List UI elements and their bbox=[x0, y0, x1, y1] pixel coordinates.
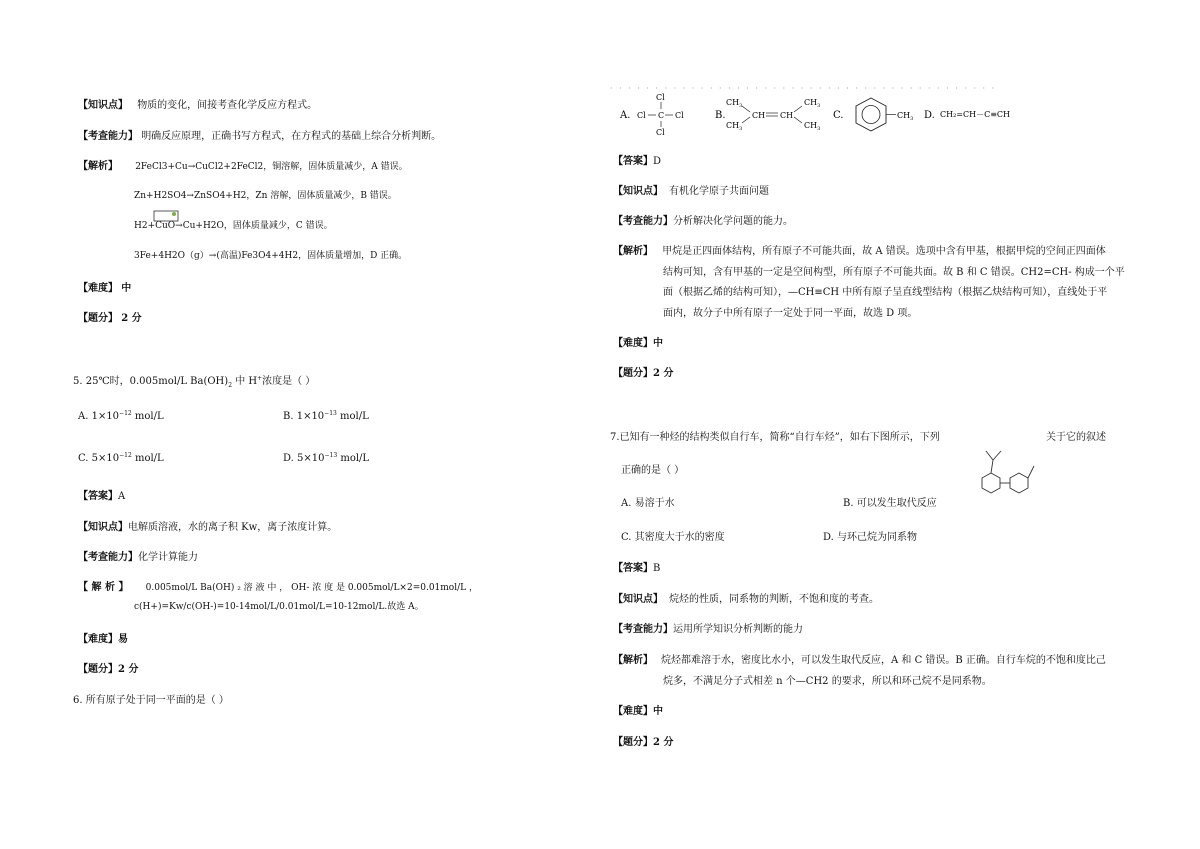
q5-option-d bbox=[283, 453, 369, 464]
q4-difficulty-label: 【难度】 bbox=[78, 283, 118, 294]
q6-analysis-line-3: 面（根据乙烯的结构可知），—CH≡CH 中所有原子呈直线型结构（根据乙炔结构可知），直线处于平 bbox=[663, 287, 1108, 298]
methyl-bond bbox=[1028, 466, 1034, 478]
q5-ability-label: 【考查能力】 bbox=[78, 552, 138, 563]
q6-score-value: 2 分 bbox=[653, 368, 674, 379]
isopropyl-branch-right bbox=[993, 451, 1001, 460]
q7-option-c: C. 其密度大于水的密度 bbox=[621, 532, 725, 543]
q7-score-value: 2 分 bbox=[653, 737, 674, 748]
ccl4-cl-right: Cl bbox=[675, 111, 684, 120]
q7-option-b: B. 可以发生取代反应 bbox=[843, 498, 937, 509]
q4-score-label: 【题分】 bbox=[78, 313, 118, 324]
q4-analysis-line-4: 3Fe+4H2O（g）→(高温)Fe3O4+4H2，固体质量增加，D 正确。 bbox=[134, 251, 408, 261]
q6-analysis-line-4: 面内，故分子中所有原子一定处于同一平面，故选 D 项。 bbox=[663, 308, 918, 319]
q4-knowledge-text: 物质的变化，间接考查化学反应方程式。 bbox=[137, 100, 318, 111]
q7-difficulty-line bbox=[613, 702, 663, 717]
ccl4-cl-left: Cl bbox=[637, 111, 646, 120]
b-ch-right: CH bbox=[780, 111, 794, 120]
q5-option-c-exp: −12 bbox=[119, 452, 132, 459]
b-ch3-top-left: $CH_3$ bbox=[726, 98, 743, 109]
vinylacetylene-formula: CH₂=CH－C≡CH bbox=[940, 110, 1011, 119]
left-cyclohexane-ring bbox=[982, 473, 1000, 493]
q7-knowledge-label: 【知识点】 bbox=[613, 594, 663, 605]
q6-ability-line bbox=[613, 212, 793, 227]
q5-question-mid: 中 H bbox=[232, 376, 258, 387]
q7-question-line-2: 正确的是（ ） bbox=[621, 465, 685, 476]
q5-option-b bbox=[283, 411, 369, 422]
q4-ability-text: 明确反应原理，正确书写方程式，在方程式的基础上综合分析判断。 bbox=[141, 131, 442, 142]
q7-answer-line bbox=[613, 559, 660, 574]
q7-knowledge-text: 烷烃的性质，同系物的判断，不饱和度的考查。 bbox=[669, 594, 879, 605]
isopropyl-stem bbox=[991, 460, 993, 473]
q6-knowledge-line bbox=[613, 182, 769, 197]
q5-option-b-exp: −13 bbox=[324, 410, 337, 417]
q5-question-suffix: 浓度是（ ） bbox=[262, 376, 316, 387]
q6-score-line bbox=[613, 364, 673, 379]
q5-option-c-base: C. 5×10 bbox=[78, 453, 120, 464]
reaction-arrow-box bbox=[153, 210, 181, 224]
q5-analysis-line-1: 0.005mol/L Ba(OH) ₂ 溶 液 中 ， OH- 浓 度 是 0.005mol/L×2=0.01mol/L ， bbox=[145, 583, 478, 593]
q7-question-line-1: 7.已知有一种烃的结构类似自行车，简称“自行车烃”，如右下图所示，下列 bbox=[610, 432, 940, 443]
q6-answer-label: 【答案】 bbox=[613, 156, 653, 167]
q6-score-label: 【题分】 bbox=[613, 368, 653, 379]
q6-ability-text: 分析解决化学问题的能力。 bbox=[673, 216, 793, 227]
q7-ability-line bbox=[613, 620, 803, 635]
isopropyl-branch-left bbox=[986, 451, 993, 460]
q6-analysis-label: 【解析】 bbox=[613, 246, 653, 257]
q6-option-d-structure bbox=[924, 110, 1010, 121]
q4-score-line bbox=[78, 309, 142, 324]
q5-question-sub: 2 bbox=[228, 382, 233, 389]
q5-answer-line bbox=[78, 487, 125, 502]
b-ch-left: CH bbox=[752, 111, 766, 120]
q5-question bbox=[73, 372, 315, 387]
q5-ability-text: 化学计算能力 bbox=[138, 552, 198, 563]
b-ch3-bottom-left: $CH_3$ bbox=[726, 121, 743, 132]
q4-analysis-line-3: H2+CuO→Cu+H2O，固体质量减少，C 错误。 bbox=[134, 221, 333, 231]
q5-knowledge-text: 电解质溶液，水的离子积 Kw，离子浓度计算。 bbox=[128, 522, 338, 533]
q4-ability-line bbox=[78, 127, 441, 142]
q6-ability-label: 【考查能力】 bbox=[613, 216, 673, 227]
q5-option-b-base: B. 1×10 bbox=[283, 411, 325, 422]
q5-option-d-exp: −13 bbox=[324, 452, 338, 459]
q5-option-a-unit: mol/L bbox=[131, 411, 164, 422]
c-ch3: $CH_3$ bbox=[897, 111, 914, 122]
q5-option-a-base: A. 1×10 bbox=[78, 411, 120, 422]
q6-analysis-line-2: 结构可知，含有甲基的一定是空间构型，所有原子不可能共面。故 B 和 C 错误。CH2=CH- 构成一个平 bbox=[663, 267, 1125, 278]
q6-difficulty-label: 【难度】 bbox=[613, 338, 653, 349]
q6-difficulty-value: 中 bbox=[653, 338, 663, 349]
q7-option-d: D. 与环己烷为同系物 bbox=[823, 532, 918, 543]
q5-option-a bbox=[78, 411, 164, 422]
q5-knowledge-label: 【知识点】 bbox=[78, 522, 128, 533]
q5-score-label: 【题分】 bbox=[78, 664, 118, 675]
q4-analysis-line-1: 2FeCl3+Cu→CuCl2+2FeCl2，铜溶解，固体质量减少，A 错误。 bbox=[135, 162, 408, 172]
q6-analysis-line-1: 甲烷是正四面体结构，所有原子不可能共面，故 A 错误。选项中含有甲基，根据甲烷的空间正四面体 bbox=[662, 246, 1106, 257]
q5-difficulty-line bbox=[78, 630, 128, 645]
q6-answer-value: D bbox=[653, 156, 662, 167]
q4-difficulty-value: 中 bbox=[121, 283, 132, 294]
q5-ability-line bbox=[78, 548, 198, 563]
ccl4-cl-top: Cl bbox=[656, 93, 665, 102]
q7-difficulty-value: 中 bbox=[653, 706, 663, 717]
q5-question-sup: + bbox=[257, 375, 263, 382]
q6-structures bbox=[618, 92, 1038, 138]
q7-knowledge-line bbox=[613, 590, 879, 605]
q5-difficulty-value: 易 bbox=[118, 634, 128, 645]
q6-option-b-label: B. bbox=[715, 110, 726, 121]
q7-analysis-line bbox=[613, 651, 1106, 666]
q6-option-d-label: D. bbox=[924, 110, 935, 121]
q5-question-prefix: 5. 25℃时，0.005mol/L Ba(OH) bbox=[73, 376, 229, 387]
q6-difficulty-line bbox=[613, 334, 663, 349]
q4-difficulty-line bbox=[78, 279, 131, 294]
b-ch3-bottom-right: $CH_3$ bbox=[804, 121, 821, 132]
q4-knowledge-label: 【知识点】 bbox=[78, 100, 128, 111]
q5-option-c-unit: mol/L bbox=[131, 453, 164, 464]
q7-difficulty-label: 【难度】 bbox=[613, 706, 653, 717]
bicycle-hydrocarbon-structure bbox=[966, 448, 1054, 500]
q5-answer-label: 【答案】 bbox=[78, 491, 118, 502]
q5-option-d-unit: mol/L bbox=[337, 453, 370, 464]
q7-question-tail: 关于它的叙述 bbox=[1046, 432, 1106, 443]
q6-option-c-label: C. bbox=[833, 110, 844, 121]
q5-score-line bbox=[78, 660, 138, 675]
q6-option-c-structure bbox=[833, 98, 913, 131]
q5-analysis-line-2: c(H+)=Kw/c(OH-)=10-14mol/L/0.01mol/L=10-12mol/L.故选 A。 bbox=[134, 602, 424, 612]
ccl4-cl-bottom: Cl bbox=[656, 128, 665, 137]
q5-option-a-exp: −12 bbox=[119, 410, 132, 417]
q4-analysis-line-2: Zn+H2SO4→ZnSO4+H2，Zn 溶解，固体质量减少，B 错误。 bbox=[134, 191, 397, 201]
q5-answer-value: A bbox=[118, 491, 126, 502]
q5-score-value: 2 分 bbox=[118, 664, 139, 675]
q5-knowledge-line bbox=[78, 518, 337, 533]
q5-analysis-label: 【 解 析 】 bbox=[78, 582, 129, 593]
b-ch3-top-right: $CH_3$ bbox=[804, 98, 821, 109]
q4-ability-label: 【考查能力】 bbox=[78, 131, 138, 142]
q6-option-b-structure bbox=[715, 98, 820, 132]
q6-knowledge-label: 【知识点】 bbox=[613, 186, 663, 197]
q7-ability-text: 运用所学知识分析判断的能力 bbox=[673, 624, 803, 635]
q6-option-a-structure bbox=[619, 93, 684, 137]
ccl4-c: C bbox=[658, 111, 665, 120]
right-cyclohexane-ring bbox=[1010, 473, 1028, 493]
q7-analysis-label: 【解析】 bbox=[613, 655, 653, 666]
q7-analysis-line-2: 烷多，不满足分子式相差 n 个—CH2 的要求，所以和环己烷不是同系物。 bbox=[663, 676, 992, 687]
q6-analysis-line bbox=[613, 242, 1106, 257]
q6-question: 6. 所有原子处于同一平面的是（ ） bbox=[73, 695, 229, 706]
dotted-rule: · · · · · · · · · · · · · · · · · · · · · · · · · · · · · · · · · · · · · · · · · · · bbox=[610, 84, 997, 93]
q5-difficulty-label: 【难度】 bbox=[78, 634, 118, 645]
q5-option-b-unit: mol/L bbox=[336, 411, 369, 422]
q5-option-d-base: D. 5×10 bbox=[283, 453, 325, 464]
q4-analysis-line bbox=[78, 157, 408, 172]
q7-analysis-line-1: 烷烃都难溶于水，密度比水小，可以发生取代反应，A 和 C 错误。B 正确。自行车烷的不饱和度比己 bbox=[661, 655, 1106, 666]
q7-option-a: A. 易溶于水 bbox=[621, 498, 675, 509]
q7-ability-label: 【考查能力】 bbox=[613, 624, 673, 635]
q7-answer-value: B bbox=[653, 563, 661, 574]
q7-score-line bbox=[613, 733, 673, 748]
q5-option-c bbox=[78, 453, 164, 464]
q5-analysis-line bbox=[78, 578, 478, 593]
q7-score-label: 【题分】 bbox=[613, 737, 653, 748]
q6-answer-line bbox=[613, 152, 661, 167]
q6-option-a-label: A. bbox=[620, 110, 631, 121]
q4-analysis-label: 【解析】 bbox=[78, 161, 118, 172]
q7-answer-label: 【答案】 bbox=[613, 563, 653, 574]
q4-score-value: 2 分 bbox=[121, 313, 142, 324]
q6-knowledge-text: 有机化学原子共面问题 bbox=[669, 186, 769, 197]
q4-knowledge-line bbox=[78, 96, 317, 111]
